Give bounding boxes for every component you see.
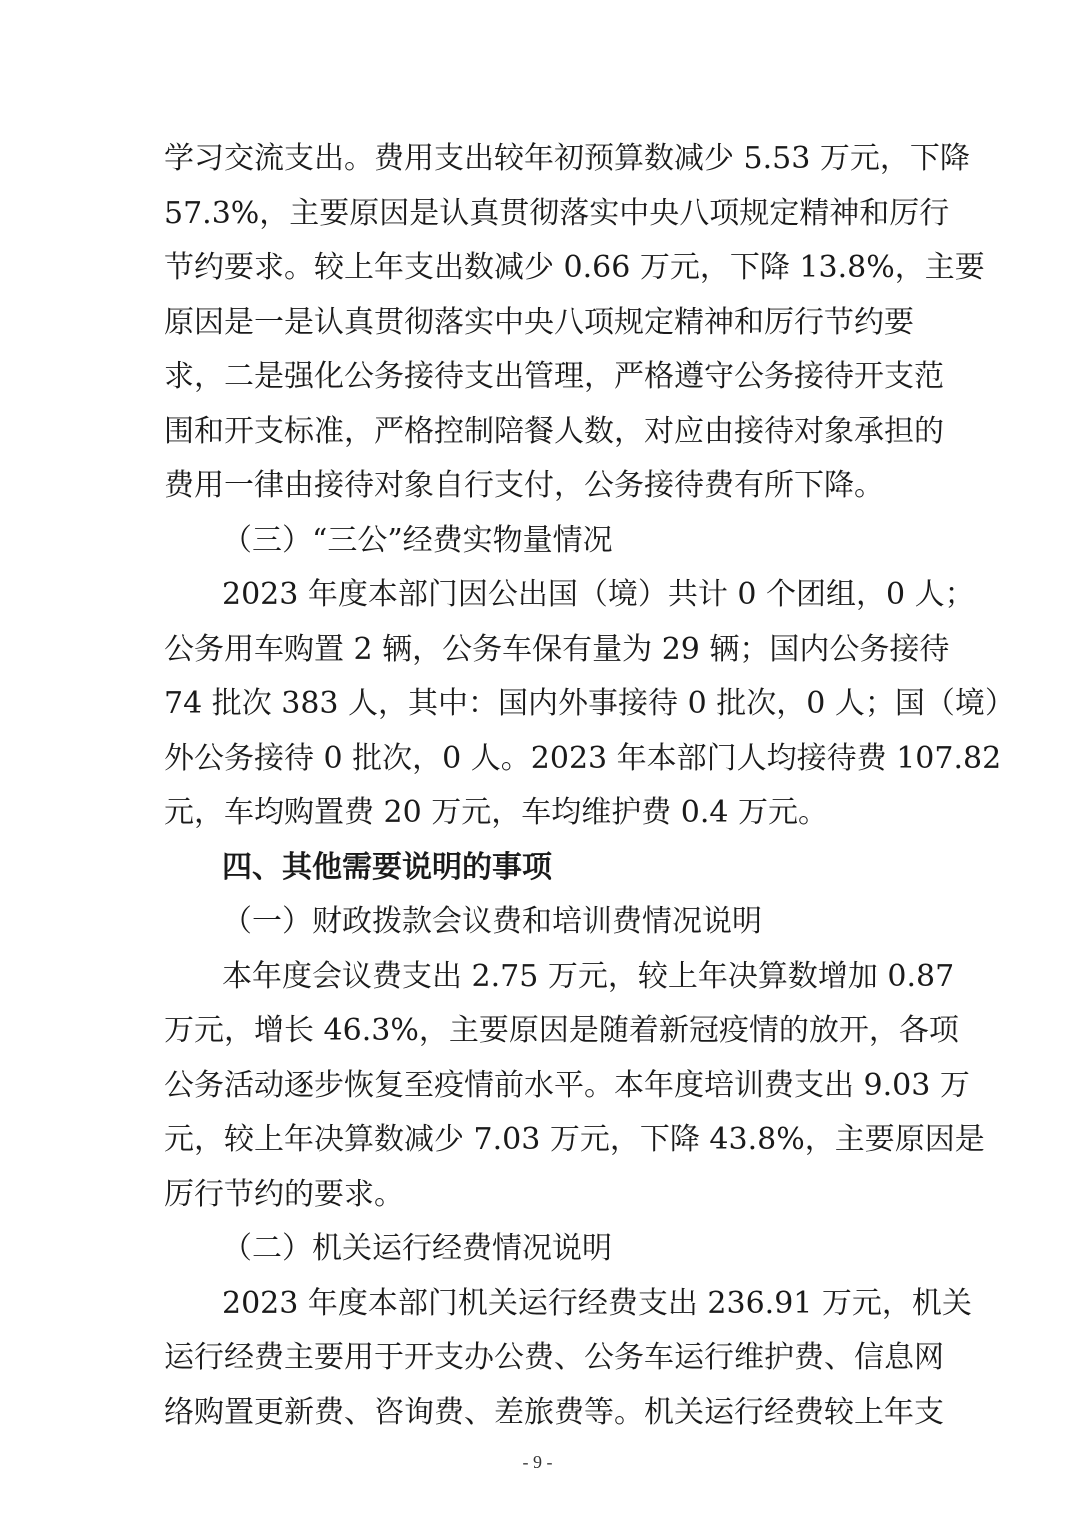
subsection-heading: （三）“三公”经费实物量情况 [222, 522, 613, 558]
text-line: 运行经费主要用于开支办公费、公务车运行维护费、信息网 [164, 1340, 944, 1375]
text-line: 57.3%，主要原因是认真贯彻落实中央八项规定精神和厉行 [164, 195, 950, 231]
text-line: 万元，增长 46.3%，主要原因是随着新冠疫情的放开，各项 [164, 1013, 959, 1048]
text-line: 2023 年度本部门因公出国（境）共计 0 个团组，0 人； [222, 577, 975, 612]
text-line: 元，车均购置费 20 万元，车均维护费 0.4 万元。 [164, 795, 829, 830]
text-line: 费用一律由接待对象自行支付，公务接待费有所下降。 [164, 468, 884, 503]
subsection-heading: （一）财政拨款会议费和培训费情况说明 [222, 904, 762, 939]
text-line: 厉行节约的要求。 [164, 1176, 404, 1212]
text-line: 公务用车购置 2 辆，公务车保有量为 29 辆；国内公务接待 [164, 631, 950, 667]
text-line: 外公务接待 0 批次，0 人。2023 年本部门人均接待费 107.82 [164, 740, 1002, 776]
text-line: 学习交流支出。费用支出较年初预算数减少 5.53 万元，下降 [164, 141, 970, 176]
text-line: 围和开支标准，严格控制陪餐人数，对应由接待对象承担的 [164, 413, 944, 449]
text-line: 络购置更新费、咨询费、差旅费等。机关运行经费较上年支 [164, 1394, 944, 1430]
section-heading: 四、其他需要说明的事项 [222, 849, 552, 885]
text-line: 2023 年度本部门机关运行经费支出 236.91 万元，机关 [222, 1285, 972, 1321]
page-number: - 9 - [522, 1452, 553, 1472]
document-body [164, 132, 1015, 1440]
text-line: 求，二是强化公务接待支出管理，严格遵守公务接待开支范 [164, 359, 944, 394]
text-line: 本年度会议费支出 2.75 万元，较上年决算数增加 0.87 [222, 958, 955, 994]
subsection-heading: （二）机关运行经费情况说明 [222, 1231, 612, 1266]
text-line: 74 批次 383 人，其中：国内外事接待 0 批次，0 人；国（境） [164, 686, 1015, 721]
text-line: 原因是一是认真贯彻落实中央八项规定精神和厉行节约要 [164, 304, 914, 340]
text-line: 公务活动逐步恢复至疫情前水平。本年度培训费支出 9.03 万 [164, 1067, 970, 1103]
text-line: 元，较上年决算数减少 7.03 万元，下降 43.8%，主要原因是 [164, 1122, 985, 1157]
text-line: 节约要求。较上年支出数减少 0.66 万元，下降 13.8%，主要 [164, 250, 985, 285]
